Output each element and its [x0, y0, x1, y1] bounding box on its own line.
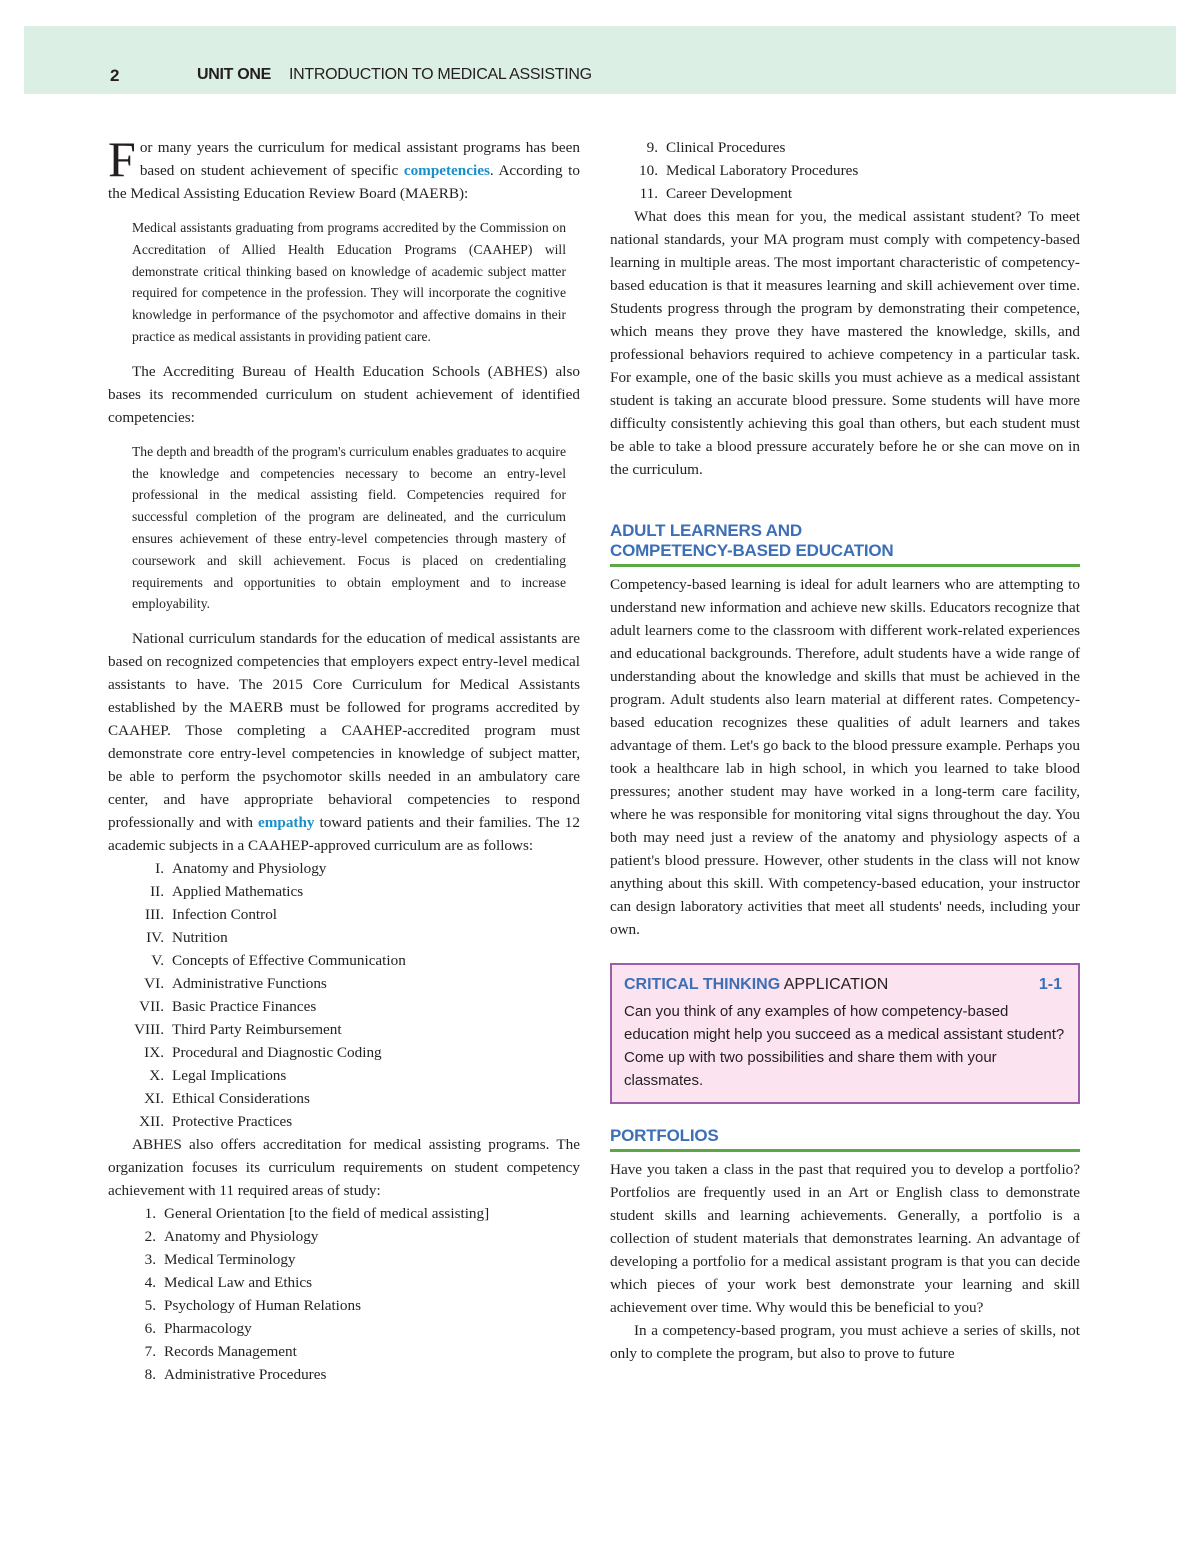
glossary-link-competencies[interactable]: competencies	[403, 162, 490, 179]
list-item: III. Infection Control	[145, 906, 278, 924]
abhes-area-list-left	[108, 1202, 580, 1386]
list-item: II. Applied Mathematics	[150, 883, 304, 901]
abhes-paragraph: The Accrediting Bureau of Health Education Schools (ABHES) also bases its recommended curriculum on student achievement of identified competencies:	[108, 362, 580, 426]
list-item: VI. Administrative Functions	[144, 975, 327, 993]
caahep-subject-list	[108, 857, 580, 1133]
list-item: 3. Medical Terminology	[144, 1251, 296, 1269]
abhes-quote: The depth and breadth of the program's curriculum enables graduates to acquire the knowledge and competencies necessary to become an entry-level professional in the medical assisting field. Competencies required for successful completion of the program are delineated, and the curriculum ensures achievement of these entry-level competencies through mastery of coursework and skill achievement. Focus is placed on credentialing requirements and opportunities to obtain employment and to increase employability.	[132, 443, 566, 612]
running-header	[24, 26, 1176, 94]
list-item: 9. Clinical Procedures	[646, 139, 786, 156]
list-item: 11. Career Development	[639, 185, 793, 202]
critical-thinking-box	[610, 963, 1080, 1104]
list-item: I. Anatomy and Physiology	[155, 860, 327, 878]
abhes-area-list-right	[610, 136, 1080, 205]
list-item: IX. Procedural and Diagnostic Coding	[144, 1044, 382, 1062]
intro-paragraph: For many years the curriculum for medical assistant programs has been based on student achievement of specific competencies. According to the Medical Assisting Education Review Board (MAERB):	[108, 131, 580, 202]
critical-thinking-number: 1-1	[1038, 976, 1062, 993]
abhes-areas-paragraph: ABHES also offers accreditation for medical assisting programs. The organization focuses its curriculum requirements on student competency achievement with 11 required areas of study:	[108, 1136, 580, 1200]
list-item: 10. Medical Laboratory Procedures	[639, 162, 859, 179]
list-item: V. Concepts of Effective Communication	[151, 952, 406, 970]
right-column	[610, 136, 1080, 1365]
list-item: VII. Basic Practice Finances	[139, 998, 317, 1016]
left-column	[108, 131, 580, 1386]
list-item: 2. Anatomy and Physiology	[144, 1228, 319, 1246]
list-item: 5. Psychology of Human Relations	[144, 1297, 361, 1315]
heading-rule	[610, 1149, 1080, 1152]
list-item: 6. Pharmacology	[144, 1320, 252, 1338]
portfolio-paragraph: Have you taken a class in the past that required you to develop a portfolio? Portfolios are frequently used in an Art or English class to demonstrate student skills and learning achievements. Generally, a portfolio is a collection of student materials that demonstrates learning. An advantage of developing a portfolio for a medical assistant program is that you can decide which pieces of your work best demonstrate your learning and skill achievement over time. Why would this be beneficial to you?	[610, 1161, 1080, 1316]
list-item: XI. Ethical Considerations	[144, 1090, 310, 1108]
list-item: IV. Nutrition	[146, 929, 228, 947]
maerb-quote: Medical assistants graduating from programs accredited by the Commission on Accreditation of Allied Health Education Programs (CAAHEP) will demonstrate critical thinking based on knowledge of academic subject matter required for competence in the profession. They will incorporate the cognitive knowledge in performance of the psychomotor and affective domains in their practice as medical assistants in providing patient care.	[132, 220, 566, 344]
critical-thinking-header: CRITICAL THINKING APPLICATION 1-1	[624, 973, 1066, 996]
unit-label: UNIT ONE	[197, 66, 272, 83]
what-does-this-mean-paragraph: What does this mean for you, the medical assistant student? To meet national standards, your MA program must comply with competency-based learning in multiple areas. The most important characteristic of competency-based education is that it measures learning and skill achievement over time. Students progress through the program by demonstrating their competence, which means they prove they have mastered the knowledge, skills, and professional behaviors required to achieve competency in a particular task. For example, one of the basic skills you must achieve as a medical assistant student is taking an accurate blood pressure. Some students will have more difficulty consistently achieving this goal than others, but each student must be able to take a blood pressure accurately before he or she can move on in the curriculum.	[610, 208, 1080, 478]
unit-title: INTRODUCTION TO MEDICAL ASSISTING	[289, 66, 592, 83]
list-item: 8. Administrative Procedures	[144, 1366, 327, 1384]
list-item: XII. Protective Practices	[139, 1113, 293, 1131]
list-item: VIII. Third Party Reimbursement	[134, 1021, 342, 1039]
page-number: 2	[110, 66, 120, 85]
drop-cap: F	[108, 131, 136, 187]
adult-learners-heading: ADULT LEARNERS AND COMPETENCY-BASED EDUCATION	[610, 521, 1080, 567]
list-item: 4. Medical Law and Ethics	[144, 1274, 313, 1292]
competency-program-paragraph: In a competency-based program, you must achieve a series of skills, not only to complete the program, but also to prove to future	[610, 1322, 1080, 1362]
list-item: X. Legal Implications	[149, 1067, 287, 1085]
national-standards-paragraph: National curriculum standards for the education of medical assistants are based on recognized competencies that employers expect entry-level medical assistants to have. The 2015 Core Curriculum for Medical Assistants established by the MAERB must be followed for programs accredited by CAAHEP. Those completing a CAAHEP-accredited program must demonstrate core entry-level competencies in knowledge of subject matter, be able to perform the psychomotor skills needed in an ambulatory care center, and have appropriate behavioral competencies to respond professionally and with empathy toward patients and their families. The 12 academic subjects in a CAAHEP-approved curriculum are as follows:	[108, 630, 580, 855]
list-item: 7. Records Management	[144, 1343, 297, 1361]
adult-learners-paragraph: Competency-based learning is ideal for adult learners who are attempting to understand new information and achieve new skills. Educators recognize that adult learners come to the classroom with different work-related experiences and educational backgrounds. Therefore, adult students have a wide range of understanding about the knowledge and skills that must be achieved in the program. Adult students also learn material at different rates. Competency-based education recognizes these qualities of adult learners and takes advantage of them. Let's go back to the blood pressure example. Perhaps you took a healthcare lab in high school, in which you learned to take blood pressures; another student may have worked in a long-term care facility, where he was responsible for monitoring vital signs throughout the day. You both may need just a review of the anatomy and physiology aspects of a patient's blood pressure. However, other students in the class will not know anything about this skill. With competency-based education, your instructor can design laboratory activities that meet all students' needs, including your own.	[610, 576, 1080, 938]
list-item: 1. General Orientation [to the field of medical assisting]	[144, 1205, 490, 1223]
critical-thinking-question: Can you think of any examples of how competency-based education might help you succeed as a medical assistant student? Come up with two possibilities and share them with your classmates.	[624, 1003, 1065, 1089]
glossary-link-empathy[interactable]: empathy	[258, 814, 315, 832]
heading-rule	[610, 564, 1080, 567]
portfolios-heading: PORTFOLIOS	[610, 1126, 1080, 1152]
